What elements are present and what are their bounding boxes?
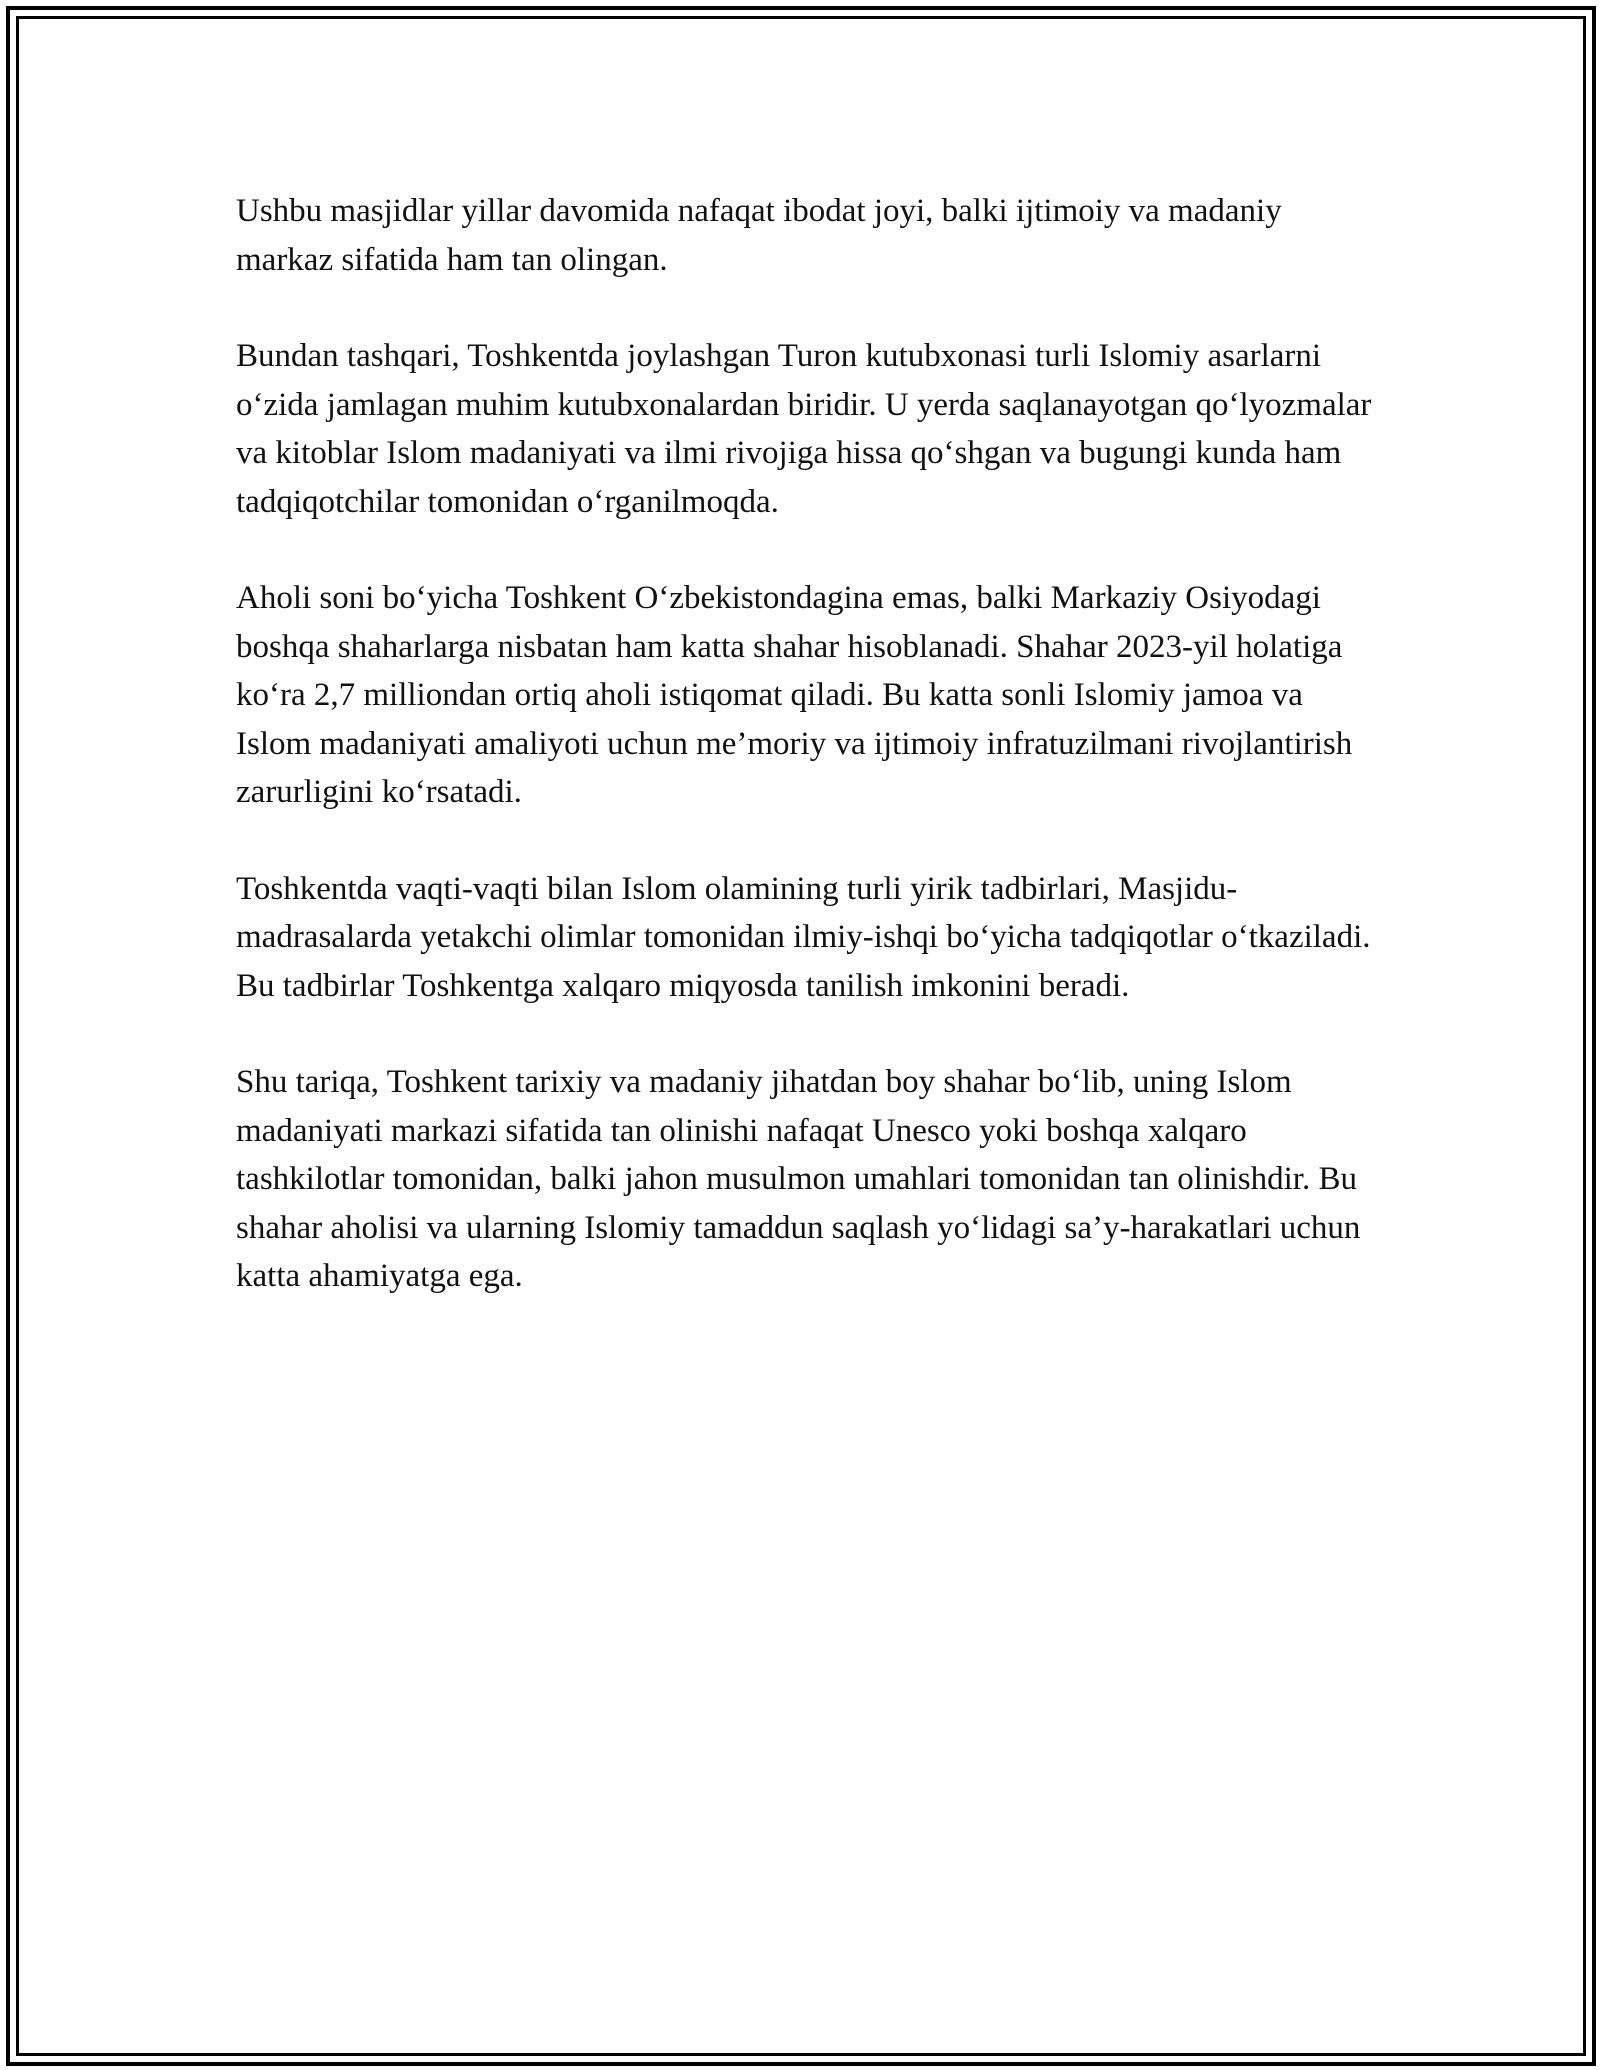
paragraph-3: Aholi soni bo‘yicha Toshkent O‘zbekistondagina emas, balki Markaziy Osiyodagi boshqa shaharlarga nisbatan ham katta shahar hisoblanadi. Shahar 2023-yil holatiga ko‘ra 2,7 milliondan ortiq aholi istiqomat qiladi. Bu katta sonli Islomiy jamoa va Islom madaniyati amaliyoti uchun me’moriy va ijtimoiy infratuzilmani rivojlantirish zarurligini ko‘rsatadi. [236,580,1353,810]
document-body [236,187,1376,1349]
paragraph-5: Shu tariqa, Toshkent tarixiy va madaniy jihatdan boy shahar bo‘lib, uning Islom madaniyati markazi sifatida tan olinishi nafaqat Unesco yoki boshqa xalqaro tashkilotlar tomonidan, balki jahon musulmon umahlari tomonidan tan olinishdir. Bu shahar aholisi va ularning Islomiy tamaddun saqlash yo‘lidagi sa’y-harakatlari uchun katta ahamiyatga ega. [236,1064,1361,1294]
paragraph-2: Bundan tashqari, Toshkentda joylashgan Turon kutubxonasi turli Islomiy asarlarni o‘zida jamlagan muhim kutubxonalardan biridir. U yerda saqlanayotgan qo‘lyozmalar va kitoblar Islom madaniyati va ilmi rivojiga hissa qo‘shgan va bugungi kunda ham tadqiqotchilar tomonidan o‘rganilmoqda. [236,338,1372,520]
paragraph-4: Toshkentda vaqti-vaqti bilan Islom olamining turli yirik tadbirlari, Masjidu-madrasalarda yetakchi olimlar tomonidan ilmiy-ishqi bo‘yicha tadqiqotlar o‘tkaziladi. Bu tadbirlar Toshkentga xalqaro miqyosda tanilish imkonini beradi. [236,870,1371,1004]
paragraph-1: Ushbu masjidlar yillar davomida nafaqat ibodat joyi, balki ijtimoiy va madaniy markaz sifatida ham tan olingan. [236,193,1282,278]
